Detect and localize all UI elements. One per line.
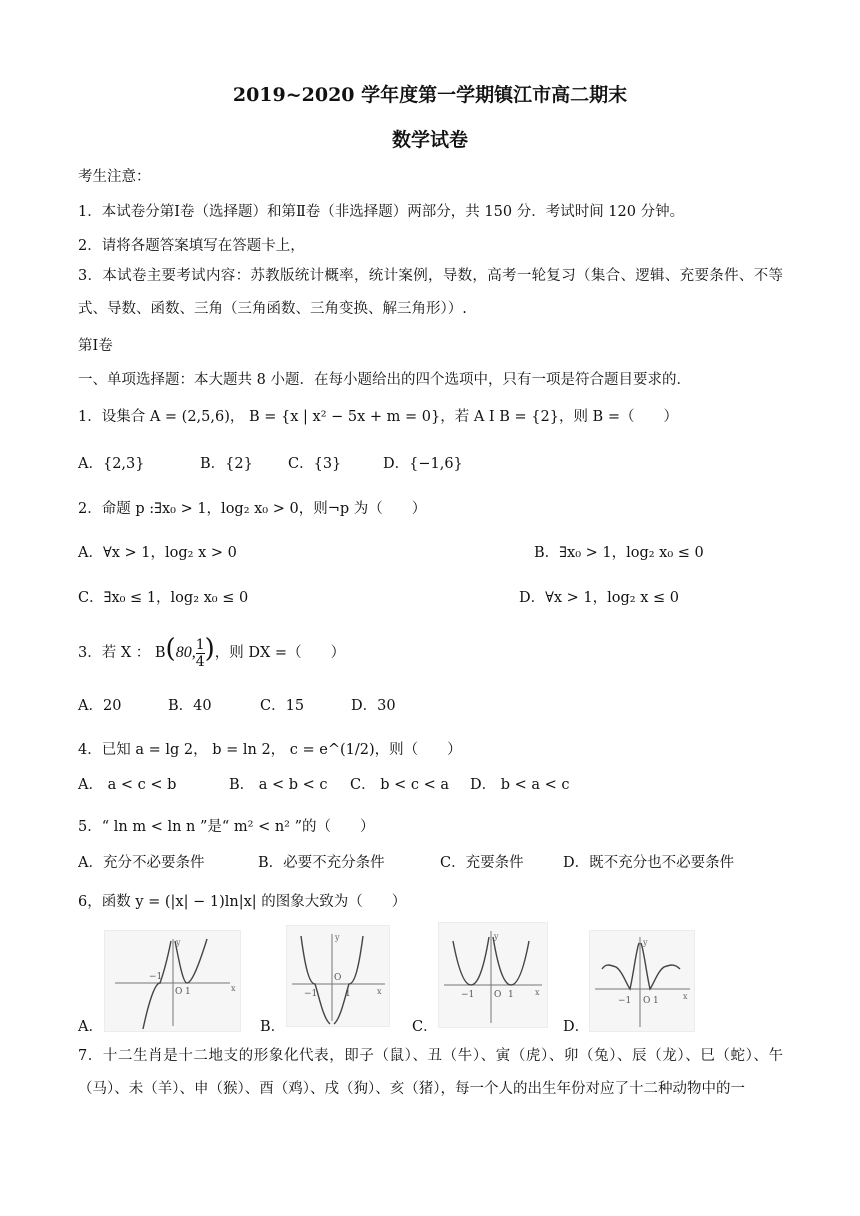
q6-option-b: B． xyxy=(260,1019,286,1035)
question-1-stem: 1．设集合 A = (2,5,6)， B = {x | x² − 5x + m = 0}，若 A Ⅰ B = {2}，则 B =（ ） xyxy=(78,409,678,425)
graph-d-plot xyxy=(590,931,694,1031)
exam-title: 2019~2020 学年度第一学期镇江市高二期末 xyxy=(232,84,628,106)
q3-stem-post: ，则 DX =（ ） xyxy=(214,645,346,661)
note-2: 2．请将各题答案填写在答题卡上， xyxy=(78,238,305,254)
graph-b-tick-o: O xyxy=(334,973,342,983)
graph-d-tick-neg1: −1 xyxy=(618,996,632,1006)
question-7-stem: 7．十二生肖是十二地支的形象化代表，即子（鼠）、丑（牛）、寅（虎）、卯（兔）、辰（龙）、巳（蛇）、午（马）、未（羊）、申（猴）、酉（鸡）、戌（狗）、亥（猪），每一个人的出生年份对应了十二种动物中的一 xyxy=(78,1048,783,1097)
question-3-stem: 3．若 X ： B(80, $\frac{1}{4}$ )，则 DX =（ ） xyxy=(78,634,346,670)
q6-option-a: A． xyxy=(78,1019,103,1035)
part-label: 第Ⅰ卷 xyxy=(78,338,113,354)
q6-graph-b xyxy=(286,925,390,1027)
q6-graph-a xyxy=(104,930,241,1032)
q2-option-b: B．∃x₀ > 1，log₂ x₀ ≤ 0 xyxy=(534,545,704,561)
section-heading: 一、单项选择题：本大题共 8 小题．在每小题给出的四个选项中，只有一项是符合题目要求的． xyxy=(78,372,691,388)
q3-frac-num: 1 xyxy=(195,636,205,653)
graph-c-plot xyxy=(439,923,547,1027)
graph-a-tick-o: O xyxy=(175,987,183,997)
graph-b-tick-neg1: −1 xyxy=(304,989,318,999)
notes-heading: 考生注意： xyxy=(78,169,151,185)
graph-b-plot xyxy=(287,926,389,1026)
graph-d-y-label: y xyxy=(643,938,648,947)
q6-option-d: D． xyxy=(563,1019,590,1035)
q3-stem-arg: 80, xyxy=(175,644,196,661)
note-3: 3．本试卷主要考试内容：苏教版统计概率，统计案例，导数，高考一轮复习（集合、逻辑、充要条件、不等式、导数、函数、三角（三角函数、三角变换、解三角形））. xyxy=(78,268,783,317)
graph-d-tick-1: 1 xyxy=(653,996,659,1006)
graph-a-plot xyxy=(105,931,240,1031)
question-5-stem: 5．“ ln m < ln n ”是“ m² < n² ”的（ ） xyxy=(78,819,375,835)
q3-option-c: C．15 xyxy=(260,698,305,714)
q6-graph-c xyxy=(438,922,548,1028)
q5-option-d: D．既不充分也不必要条件 xyxy=(563,855,735,871)
graph-c-y-label: y xyxy=(494,932,499,941)
graph-c-tick-1: 1 xyxy=(508,990,514,1000)
q2-option-c: C．∃x₀ ≤ 1，log₂ x₀ ≤ 0 xyxy=(78,590,249,606)
graph-b-x-label: x xyxy=(377,987,382,996)
graph-c-tick-o: O xyxy=(494,990,502,1000)
graph-b-y-label: y xyxy=(335,933,340,942)
q2-option-d: D．∀x > 1，log₂ x ≤ 0 xyxy=(519,590,679,606)
question-6-stem: 6，函数 y = (|x| − 1)ln|x| 的图象大致为（ ） xyxy=(78,894,407,910)
exam-subtitle: 数学试卷 xyxy=(391,129,468,151)
q6-option-c: C． xyxy=(412,1019,438,1035)
graph-b-tick-1: 1 xyxy=(345,989,351,999)
q4-option-b: B． a < b < c xyxy=(229,777,328,793)
q1-option-b: B．{2} xyxy=(200,456,253,472)
q3-option-a: A．20 xyxy=(78,698,122,714)
graph-c-tick-neg1: −1 xyxy=(461,990,475,1000)
graph-a-x-label: x xyxy=(231,984,236,993)
graph-a-tick-1: 1 xyxy=(185,987,191,997)
q5-option-a: A．充分不必要条件 xyxy=(78,855,205,871)
q1-option-c: C．{3} xyxy=(288,456,342,472)
q3-stem-pre: 3．若 X ： B xyxy=(78,645,166,661)
q3-option-d: D．30 xyxy=(351,698,396,714)
graph-a-tick-neg1: −1 xyxy=(149,972,163,982)
graph-c-x-label: x xyxy=(535,988,540,997)
q5-option-b: B．必要不充分条件 xyxy=(258,855,385,871)
question-2-stem: 2．命题 p :∃x₀ > 1，log₂ x₀ > 0，则¬p 为（ ） xyxy=(78,501,427,517)
q4-option-d: D． b < a < c xyxy=(470,777,570,793)
q4-option-a: A． a < c < b xyxy=(78,777,177,793)
q3-option-b: B．40 xyxy=(168,698,212,714)
q4-option-c: C． b < c < a xyxy=(350,777,449,793)
graph-d-x-label: x xyxy=(683,992,688,1001)
note-1: 1．本试卷分第Ⅰ卷（选择题）和第Ⅱ卷（非选择题）两部分，共 150 分．考试时间 120 分钟。 xyxy=(78,204,685,220)
q5-option-c: C．充要条件 xyxy=(440,855,524,871)
q6-graph-d xyxy=(589,930,695,1032)
q3-frac-den: 4 xyxy=(195,653,205,670)
q1-option-d: D．{−1,6} xyxy=(383,456,463,472)
question-4-stem: 4．已知 a = lg 2， b = ln 2， c = e^(1/2)，则（ ） xyxy=(78,742,462,758)
q3-fraction xyxy=(196,637,205,670)
graph-a-y-label: y xyxy=(176,938,181,947)
graph-d-tick-o: O xyxy=(643,996,651,1006)
q2-option-a: A．∀x > 1，log₂ x > 0 xyxy=(78,545,237,561)
q1-option-a: A．{2,3} xyxy=(78,456,145,472)
